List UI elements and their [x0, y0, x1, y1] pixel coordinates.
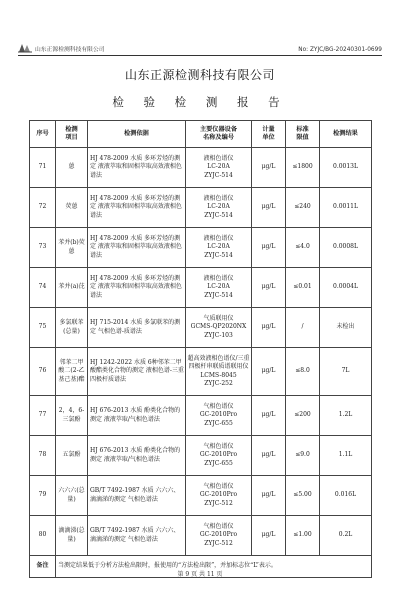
- unit: μg/L: [252, 348, 286, 396]
- unit: μg/L: [252, 268, 286, 308]
- test-method: HJ 676-2013 水质 酚类化合物的测定 液液萃取/气相色谱法: [88, 436, 186, 476]
- column-header: 标准 限值: [286, 121, 320, 148]
- company-logo-icon: [18, 43, 32, 53]
- row-number: 71: [30, 148, 56, 188]
- test-result: 0.0013L: [320, 148, 372, 188]
- standard-limit: ≤240: [286, 188, 320, 228]
- test-item: 邻苯二甲酸二(2-乙基己基)酯: [56, 348, 88, 396]
- unit: μg/L: [252, 436, 286, 476]
- instrument: 液相色谱仪 LC-20A ZYJC-514: [186, 228, 252, 268]
- unit: μg/L: [252, 516, 286, 556]
- test-method: HJ 478-2009 水质 多环芳烃的测定 液液萃取和固相萃取高效液相色谱法: [88, 188, 186, 228]
- standard-limit: ≤9.0: [286, 436, 320, 476]
- instrument: 液相色谱仪 LC-20A ZYJC-514: [186, 148, 252, 188]
- test-item: 五氯酚: [56, 436, 88, 476]
- standard-limit: ≤4.0: [286, 228, 320, 268]
- test-method: HJ 478-2009 水质 多环芳烃的测定 液液萃取和固相萃取高效液相色谱法: [88, 268, 186, 308]
- row-number: 76: [30, 348, 56, 396]
- test-item: 蒽: [56, 148, 88, 188]
- report-title: 山东正源检测科技有限公司: [124, 68, 275, 82]
- results-table: [29, 120, 372, 578]
- test-item: 滴滴涕(总量): [56, 516, 88, 556]
- test-method: HJ 478-2009 水质 多环芳烃的测定 液液萃取和固相萃取高效液相色谱法: [88, 148, 186, 188]
- test-result: 0.0008L: [320, 228, 372, 268]
- unit: μg/L: [252, 396, 286, 436]
- row-number: 72: [30, 188, 56, 228]
- test-result: 未检出: [320, 308, 372, 348]
- test-method: HJ 1242-2022 水质 6种邻苯二甲酸酯类化合物的测定 液相色谱-三重四极杆质谱法: [88, 348, 186, 396]
- column-header: 序号: [30, 121, 56, 148]
- test-method: GB/T 7492-1987 水质 六六六、滴滴涕的测定 气相色谱法: [88, 476, 186, 516]
- row-number: 79: [30, 476, 56, 516]
- table-row: [30, 396, 372, 436]
- unit: μg/L: [252, 188, 286, 228]
- table-row: [30, 268, 372, 308]
- standard-limit: ≤1800: [286, 148, 320, 188]
- instrument: 气相色谱仪 GC-2010Pro ZYJC-512: [186, 516, 252, 556]
- test-result: 0.2L: [320, 516, 372, 556]
- test-method: HJ 676-2013 水质 酚类化合物的测定 液液萃取/气相色谱法: [88, 396, 186, 436]
- test-result: 0.016L: [320, 476, 372, 516]
- table-header-row: [30, 121, 372, 148]
- instrument: 气相色谱仪 GC-2010Pro ZYJC-512: [186, 476, 252, 516]
- page-header: [18, 38, 382, 56]
- table-row: [30, 148, 372, 188]
- unit: μg/L: [252, 148, 286, 188]
- test-item: 多氯联苯(总量): [56, 308, 88, 348]
- note-label: 备注: [30, 556, 56, 578]
- instrument: 液相色谱仪 LC-20A ZYJC-514: [186, 188, 252, 228]
- test-result: 7L: [320, 348, 372, 396]
- test-item: 苯并(a)芘: [56, 268, 88, 308]
- header-left: [18, 43, 105, 53]
- test-item: 2，4，6-三氯酚: [56, 396, 88, 436]
- unit: μg/L: [252, 476, 286, 516]
- table-row: [30, 348, 372, 396]
- table-row: [30, 188, 372, 228]
- table-row: [30, 436, 372, 476]
- instrument: 气质联用仪 GCMS-QP2020NX ZYJC-103: [186, 308, 252, 348]
- page-number: 第 9 页 共 11 页: [177, 571, 223, 578]
- instrument: 气相色谱仪 GC-2010Pro ZYJC-655: [186, 436, 252, 476]
- report-number: No: ZYJC/BG-20240301-0699: [298, 47, 382, 53]
- table-row: [30, 516, 372, 556]
- header-company-name: 山东正源检测科技有限公司: [35, 46, 105, 53]
- report-subtitle: 检 验 检 测 报 告: [112, 95, 288, 109]
- standard-limit: ≤1.00: [286, 516, 320, 556]
- standard-limit: ≤5.00: [286, 476, 320, 516]
- standard-limit: ≤200: [286, 396, 320, 436]
- standard-limit: ≤8.0: [286, 348, 320, 396]
- unit: μg/L: [252, 308, 286, 348]
- test-result: 1.1L: [320, 436, 372, 476]
- instrument: 气相色谱仪 GC-2010Pro ZYJC-655: [186, 396, 252, 436]
- test-method: HJ 715-2014 水质 多氯联苯的测定 气相色谱-质谱法: [88, 308, 186, 348]
- row-number: 80: [30, 516, 56, 556]
- column-header: 主要仪器设备 名称及编号: [186, 121, 252, 148]
- instrument: 超高效液相色谱仪/三重四极杆串联质谱联用仪 LCMS-8045 ZYJC-252: [186, 348, 252, 396]
- test-result: 0.0004L: [320, 268, 372, 308]
- unit: μg/L: [252, 228, 286, 268]
- test-item: 荧蒽: [56, 188, 88, 228]
- row-number: 78: [30, 436, 56, 476]
- test-item: 苯并(b)荧蒽: [56, 228, 88, 268]
- table-row: [30, 308, 372, 348]
- standard-limit: ≤0.01: [286, 268, 320, 308]
- column-header: 检测结果: [320, 121, 372, 148]
- row-number: 77: [30, 396, 56, 436]
- column-header: 计量 单位: [252, 121, 286, 148]
- test-result: 0.0011L: [320, 188, 372, 228]
- row-number: 74: [30, 268, 56, 308]
- column-header: 检测 项目: [56, 121, 88, 148]
- row-number: 73: [30, 228, 56, 268]
- test-result: 1.2L: [320, 396, 372, 436]
- note-text: 当测定结果低于分析方法检出限时，报使用的“方法检出限”，并加标志位“L”表示。: [56, 556, 372, 578]
- standard-limit: /: [286, 308, 320, 348]
- table-row: [30, 476, 372, 516]
- row-number: 75: [30, 308, 56, 348]
- instrument: 液相色谱仪 LC-20A ZYJC-514: [186, 268, 252, 308]
- column-header: 检测依据: [88, 121, 186, 148]
- test-method: GB/T 7492-1987 水质 六六六、滴滴涕的测定 气相色谱法: [88, 516, 186, 556]
- test-method: HJ 478-2009 水质 多环芳烃的测定 液液萃取和固相萃取高效液相色谱法: [88, 228, 186, 268]
- test-item: 六六六(总量): [56, 476, 88, 516]
- table-row: [30, 228, 372, 268]
